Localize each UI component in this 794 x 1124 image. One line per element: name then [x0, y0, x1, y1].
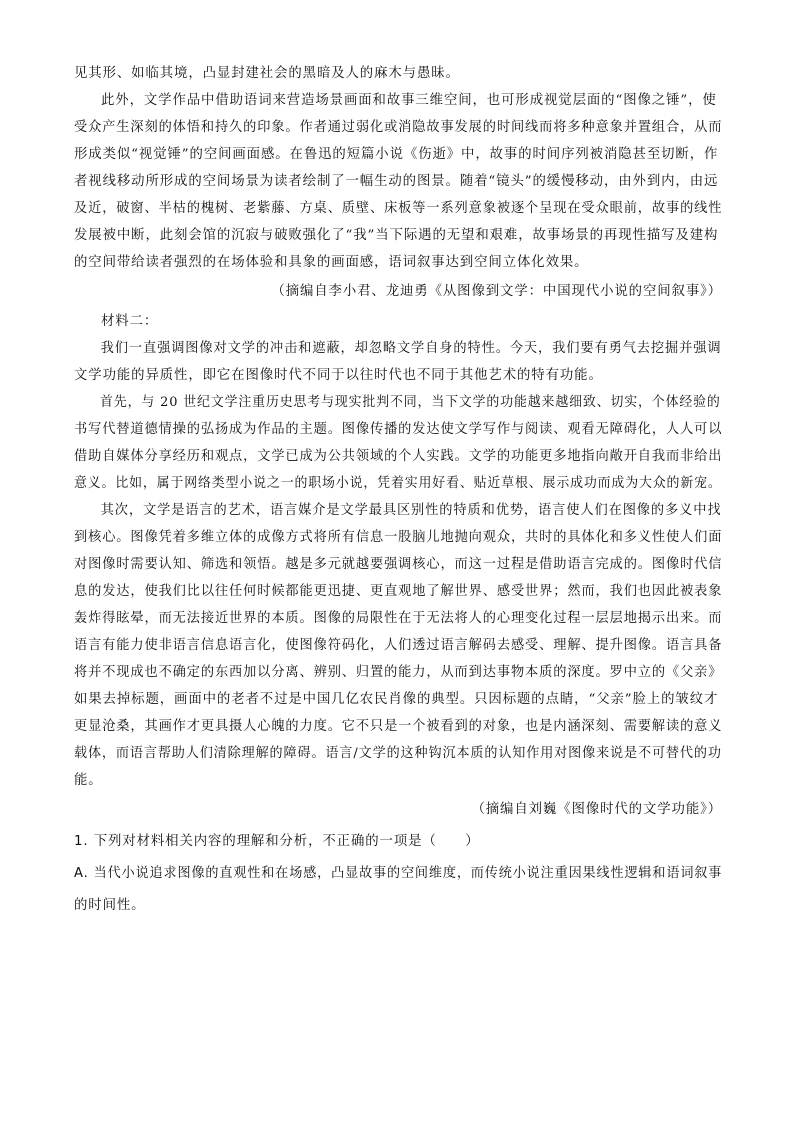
text-line: 意义。比如，属于网络类型小说之一的职场小说，凭着实用好看、贴近草根、展示成功而成为大众的新宠。: [74, 476, 722, 491]
text-line: 将并不现成也不确定的东西加以分离、辨别、归置的能力，从而到达事物本质的深度。罗中立的《父亲》: [74, 665, 723, 680]
text-line: 其次，文学是语言的艺术，语言媒介是文学最具区别性的特质和优势，语言使人们在图像的多义中找: [100, 503, 722, 518]
source-citation-2: （摘编自刘巍《图像时代的文学功能》）: [471, 802, 722, 817]
paragraph-second: [74, 497, 722, 794]
text-line: 载体，而语言帮助人们清除理解的障碍。语言/文学的这种钩沉本质的认知作用对图像来说是不可替代的功: [74, 746, 722, 761]
text-line: 到核心。图像凭着多维立体的成像方式将所有信息一股脑儿地抛向观众，共时的具体化和多义性使人们面: [74, 530, 723, 545]
text-line: 此外，文学作品中借助语词来营造场景画面和故事三维空间，也可形成视觉层面的“图像之锤”，使: [101, 93, 717, 108]
material-heading: 材料二：: [101, 314, 159, 329]
text-line: 文学功能的异质性，即它在图像时代不同于以往时代也不同于其他艺术的特有功能。: [74, 368, 603, 383]
text-line: 如果去掉标题，画面中的老者不过是中国几亿农民肖像的典型。只因标题的点睛，“父亲”脸上的皱纹才: [74, 692, 719, 707]
text-line: 首先，与 20 世纪文学注重历史思考与现实批判不同，当下文学的功能越来越细致、切实，个体经验的: [100, 395, 721, 410]
paragraph-intro: [74, 335, 722, 389]
text-line: 形成类似“视觉锤”的空间画面感。在鲁迅的短篇小说《伤逝》中，故事的时间序列被消隐甚至切断，作: [74, 147, 719, 162]
paragraph-continued: [74, 60, 722, 87]
text-line: 发展被中断，此刻会馆的沉寂与破败强化了“我”当下际遇的无望和艰难，故事场景的再现性描写及建构: [74, 228, 719, 243]
text-line: 受众产生深刻的体悟和持久的印象。作者通过弱化或消隐故事发展的时间线而将多种意象并置组合，从而: [74, 120, 723, 135]
text-line: 者视线移动所形成的空间场景为读者绘制了一幅生动的图景。随着“镜头”的缓慢移动，由外到内，由远: [74, 174, 719, 189]
option-a-continued: 的时间性。: [74, 898, 146, 913]
question-1: [74, 826, 722, 922]
text-line: 书写代替道德情操的弘扬成为作品的主题。图像传播的发达使文学写作与阅读、观看无障碍化，人人可以: [74, 422, 723, 437]
question-stem: 1. 下列对材料相关内容的理解和分析，不正确的一项是（ ）: [74, 834, 480, 849]
source-citation-1: （摘编自李小君、龙迪勇《从图像到文学：中国现代小说的空间叙事》）: [271, 284, 722, 299]
text-line: 语言有能力使非语言信息语言化，使图像符码化，人们透过语言解码去感受、理解、提升图像。语言具备: [74, 638, 723, 653]
document-page: [74, 60, 722, 922]
text-line: 我们一直强调图像对文学的冲击和遮蔽，却忽略文学自身的特性。今天，我们要有勇气去挖掘并强调: [100, 341, 722, 356]
text-line: 的空间带给读者强烈的在场体验和具象的画面感，语词叙事达到空间立体化效果。: [74, 255, 589, 270]
text-line: 见其形、如临其境，凸显封建社会的黑暗及人的麻木与愚昧。: [74, 66, 460, 81]
paragraph-visual-hammer: [74, 87, 722, 276]
text-line: 借助自媒体分享经历和观点，文学已成为公共领域的个人实践。文学的功能更多地指向敞开自我而非给出: [74, 449, 723, 464]
option-a: A. 当代小说追求图像的直观性和在场感，凸显故事的空间维度，而传统小说注重因果线性逻辑和语词叙事: [74, 866, 723, 881]
paragraph-first: [74, 389, 722, 497]
text-line: 对图像时需要认知、筛选和领悟。越是多元就越要强调核心，而这一过程是借助语言完成的。图像时代信: [74, 557, 723, 572]
text-line: 轰炸得眩晕，而无法接近世界的本质。图像的局限性在于无法将人的心理变化过程一层层地揭示出来。而: [74, 611, 723, 626]
text-line: 息的发达，使我们比以往任何时候都能更迅捷、更直观地了解世界、感受世界；然而，我们也因此被表象: [74, 584, 723, 599]
text-line: 及近，破窗、半枯的槐树、老紫藤、方桌、质壁、床板等一系列意象被逐个呈现在受众眼前，故事的线性: [74, 201, 723, 216]
text-line: 能。: [74, 773, 103, 788]
text-line: 更显沧桑，其画作才更具摄人心魄的力度。它不只是一个被看到的对象，也是内涵深刻、需要解读的意义: [74, 719, 723, 734]
